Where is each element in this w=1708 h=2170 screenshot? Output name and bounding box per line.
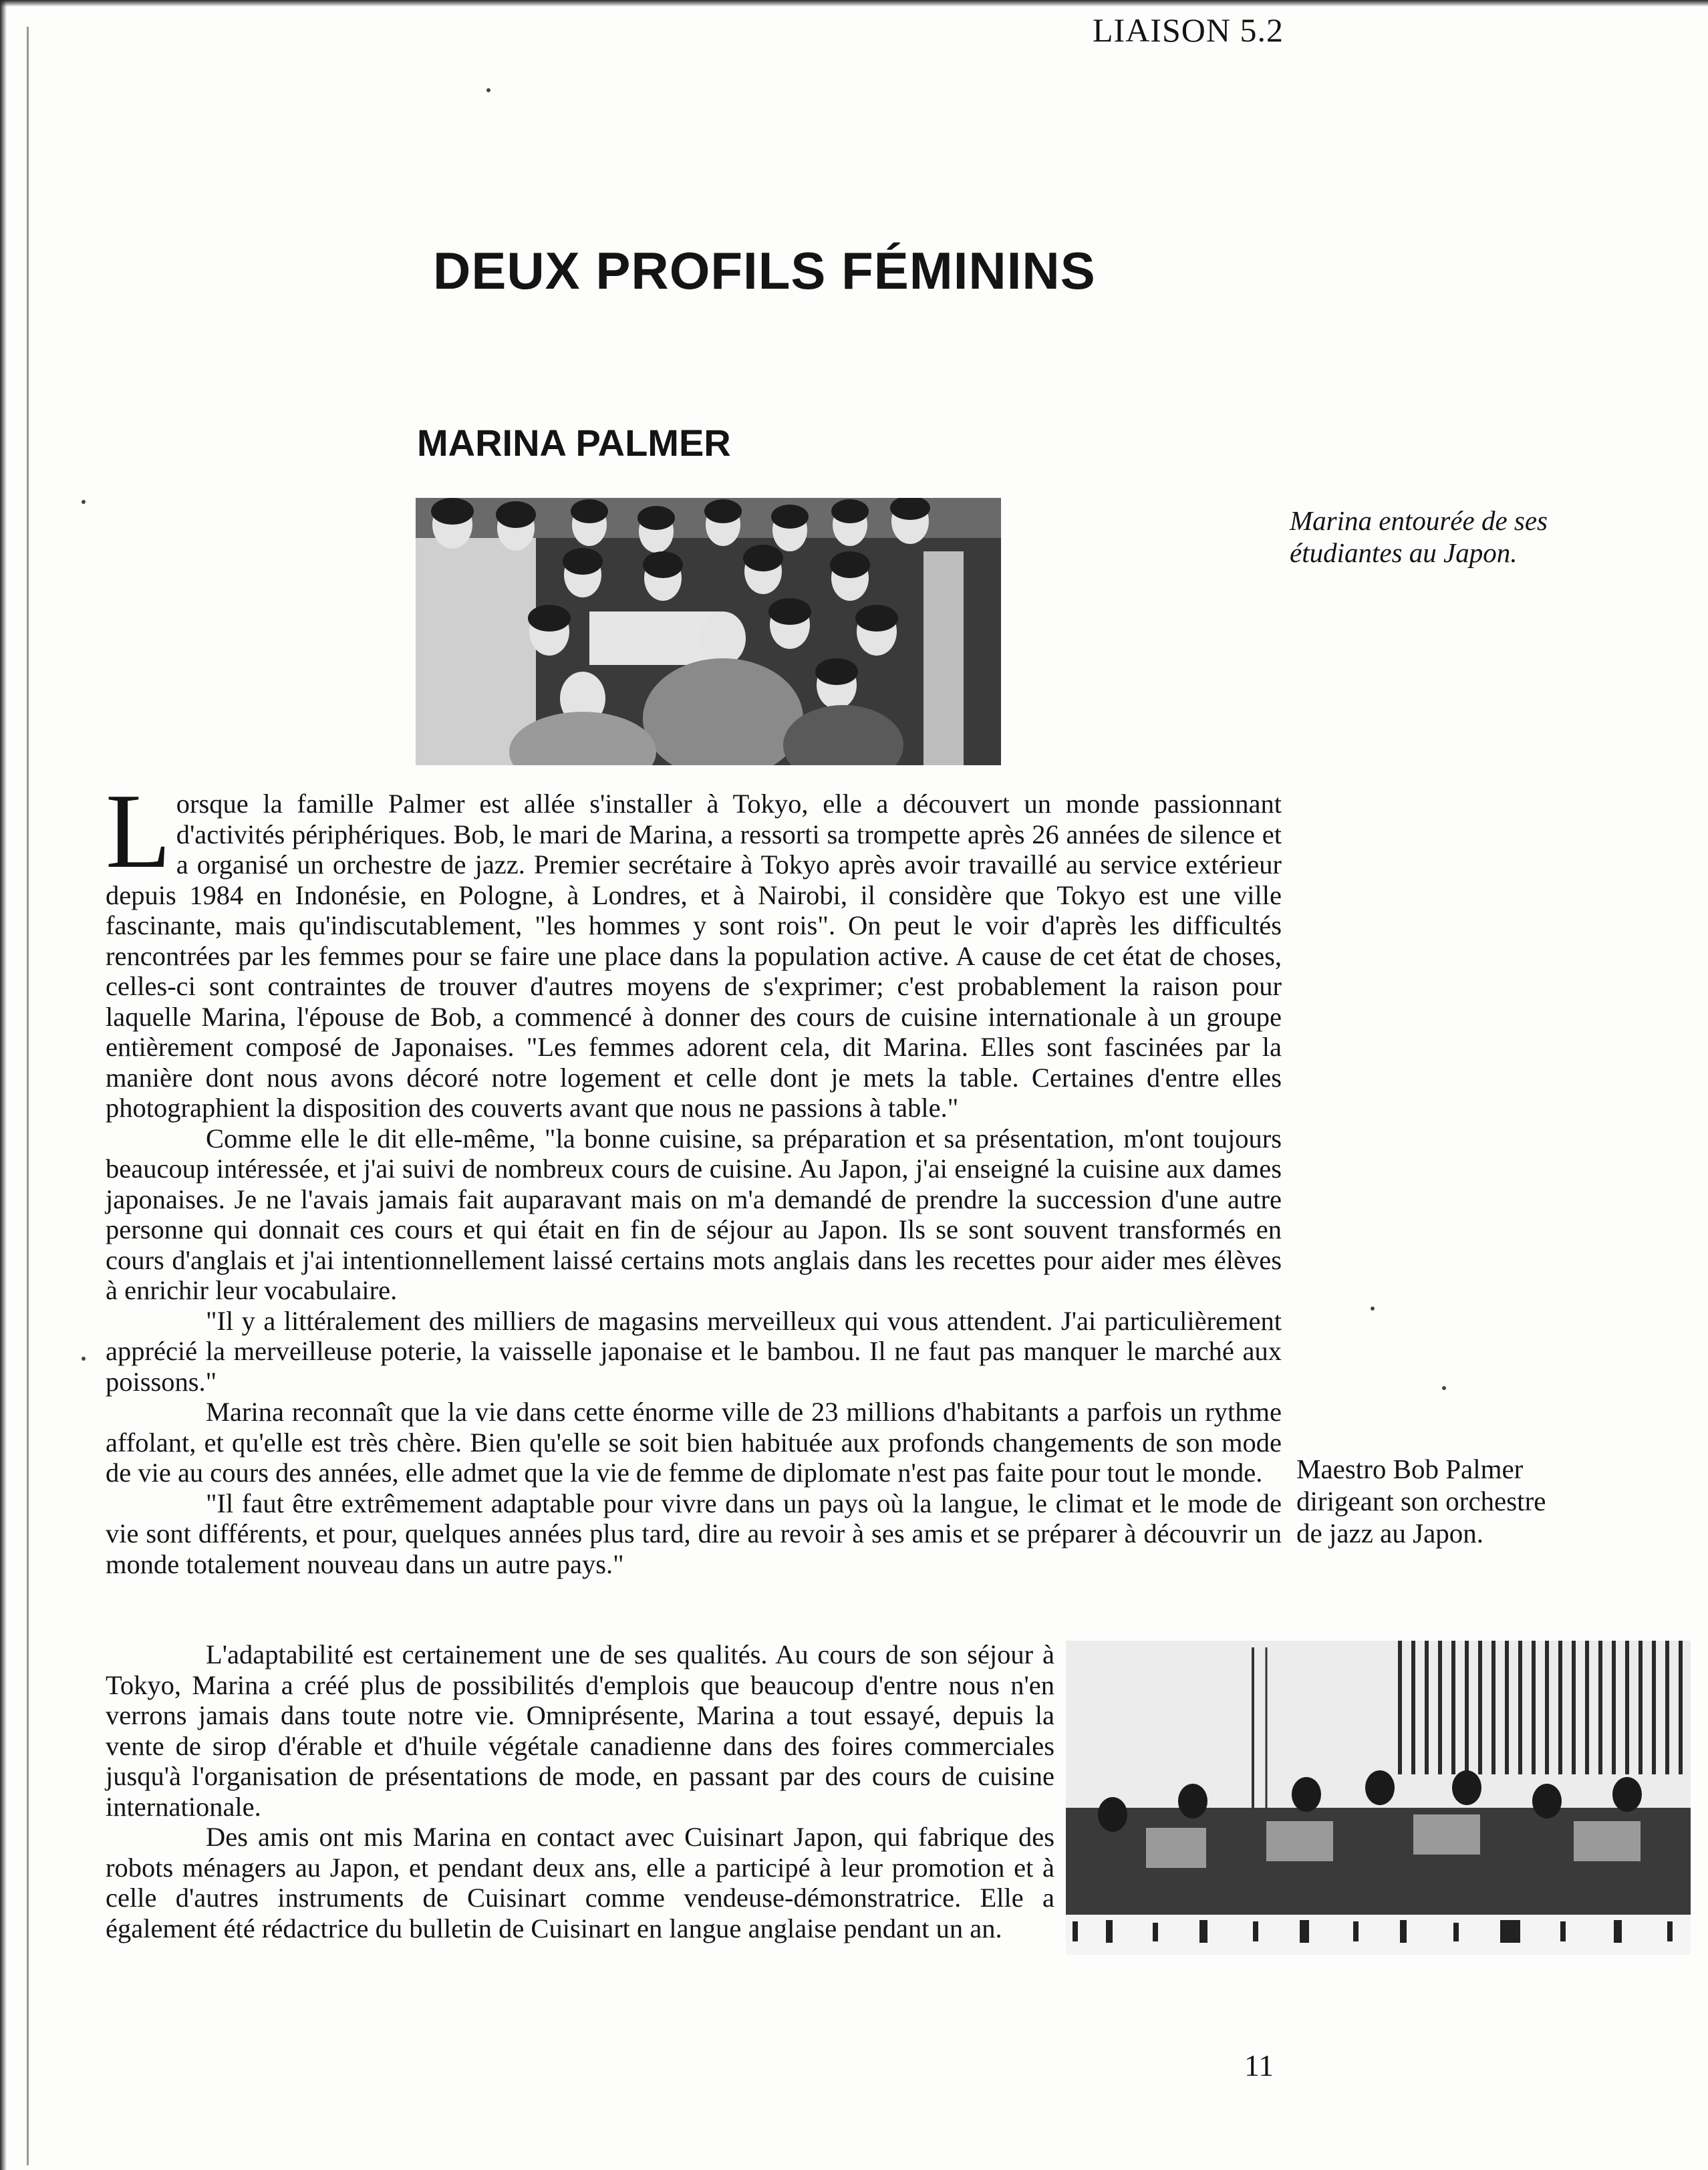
page-number: 11	[1244, 2048, 1274, 2082]
scan-edge-left	[0, 0, 7, 2170]
paragraph-6: L'adaptabilité est certainement une de ses qualités. Au cours de son séjour à Tokyo, Marina a créé plus de possibilités d'emplois que beaucoup d'entre nous n'en verrons jamais dans toute notre vie. Omniprésente, Marina a tout essayé, depuis la vente de sirop d'érable et d'huile végétale canadienne dans des foires commerciales jusqu'à l'organisation de présentations de mode, en passant par des cours de cuisine internationale.	[106, 1639, 1054, 1822]
orchestra-photo-illustration	[1066, 1641, 1691, 1955]
students-photo-caption: Marina entourée de ses étudiantes au Japon.	[1290, 505, 1548, 568]
paragraph-2: Comme elle le dit elle-même, "la bonne cuisine, sa préparation et sa présentation, m'ont toujours beaucoup intéressée, et j'ai suivi de nombreux cours de cuisine. Au Japon, j'ai enseigné la cuisine aux dames japonaises. Je ne l'avais jamais fait auparavant mais on m'a demandé de prendre la succession d'une autre personne qui donnait ces cours et qui était en fin de séjour au Japon. Ils se sont souvent transformés en cours d'anglais et j'ai intentionnellement laissé certains mots anglais dans les recettes pour aider mes élèves à enrichir leur vocabulaire.	[106, 1123, 1282, 1305]
scan-speck	[1442, 1386, 1446, 1390]
running-head: LIAISON 5.2	[1093, 11, 1284, 49]
paragraph-3: "Il y a littéralement des milliers de magasins merveilleux qui vous attendent. J'ai particulièrement apprécié la merveilleuse poterie, la vaisselle japonaise et le bambou. Il ne faut pas manquer le marché aux poissons."	[106, 1305, 1282, 1397]
scan-speck	[486, 88, 490, 92]
scan-speck	[82, 500, 86, 504]
section-subtitle: MARINA PALMER	[417, 422, 731, 464]
scan-speck	[1371, 1307, 1375, 1311]
orchestra-photo-caption: Maestro Bob Palmer dirigeant son orchestre de jazz au Japon.	[1296, 1454, 1546, 1548]
article-body-bottom	[106, 1639, 1054, 1943]
paragraph-5: "Il faut être extrêmement adaptable pour vivre dans un pays où la langue, le climat et le mode de vie sont différents, et pour, quelques années plus tard, dire au revoir à ses amis et se préparer à découvrir un monde totalement nouveau dans un autre pays."	[106, 1488, 1282, 1579]
paragraph-1	[106, 771, 1282, 1123]
scan-edge-top	[0, 0, 1708, 7]
orchestra-photo	[1066, 1641, 1691, 1955]
scan-binding-line	[27, 27, 29, 2165]
paragraph-1-text: orsque la famille Palmer est allée s'installer à Tokyo, elle a découvert un monde passionnant d'activités périphériques. Bob, le mari de Marina, a ressorti sa trompette après 26 années de silence et a organisé un orchestre de jazz. Premier secrétaire à Tokyo après avoir travaillé au service extérieur depuis 1984 en Indonésie, en Pologne, à Londres, et à Nairobi, il considère que Tokyo est une ville fascinante, mais qu'indiscutablement, "les hommes y sont rois". On peut le voir d'après les difficultés rencontrées par les femmes pour se faire une place dans la population active. A cause de cet état de choses, celles-ci sont contraintes de trouver d'autres moyens de s'exprimer; c'est probablement la raison pour laquelle Marina, l'épouse de Bob, a commencé à donner des cours de cuisine internationale à un groupe entièrement composé de Japonaises. "Les femmes adorent cela, dit Marina. Elles sont fascinées par la manière dont nous avons décoré notre logement et celle dont je mets la table. Certaines d'entre elles photographient la disposition des couverts avant que nous ne passions à table."	[106, 789, 1282, 1123]
page-title: DEUX PROFILS FÉMININS	[433, 241, 1096, 300]
students-group-photo-illustration	[416, 498, 1001, 765]
article-body-top	[106, 771, 1282, 1579]
paragraph-4: Marina reconnaît que la vie dans cette énorme ville de 23 millions d'habitants a parfois un rythme affolant, et qu'elle est très chère. Bien qu'elle se soit bien habituée aux profonds changements de son mode de vie au cours des années, elle admet que la vie de femme de diplomate n'est pas faite pour tout le monde.	[106, 1397, 1282, 1488]
scan-speck	[82, 1357, 86, 1361]
students-group-photo	[416, 498, 1001, 765]
drop-cap: L	[106, 771, 171, 890]
paragraph-7: Des amis ont mis Marina en contact avec Cuisinart Japon, qui fabrique des robots ménagers au Japon, et pendant deux ans, elle a participé à leur promotion et à celle d'autres instruments de Cuisinart comme vendeuse-démonstratrice. Elle a également été rédactrice du bulletin de Cuisinart en langue anglaise pendant un an.	[106, 1822, 1054, 1943]
